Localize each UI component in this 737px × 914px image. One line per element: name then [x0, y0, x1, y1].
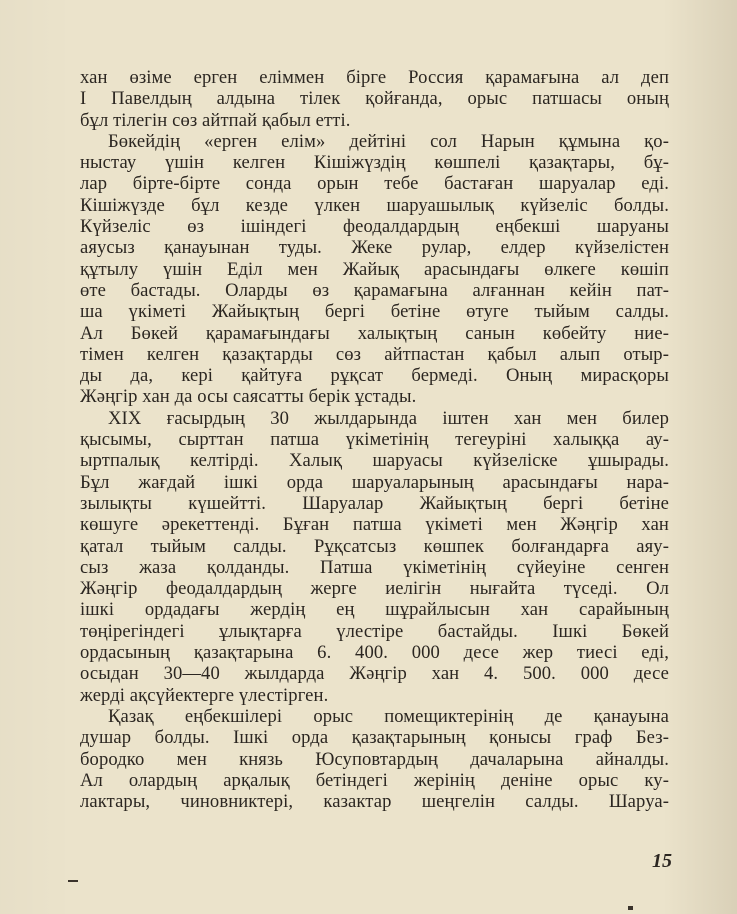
text-line: Бөкейдің «ерген елім» дейтіні сол Нарын құмына қо-	[108, 130, 669, 152]
text-line: Бұл жағдай ішкі орда шаруаларының арасындағы нара-	[80, 471, 669, 493]
text-line: бұл тілегін сөз айтпай қабыл етті.	[80, 109, 351, 131]
text-line: Ал Бөкей қарамағындағы халықтың санын көбейту ние-	[80, 322, 669, 344]
body-text	[80, 67, 669, 812]
text-line: зылықты күшейтті. Шаруалар Жайықтың бергі бетіне	[80, 492, 669, 514]
text-line: сыз жаза қолданды. Патша үкіметінің сүйеуіне сенген	[80, 556, 669, 578]
text-line: тімен келген қазақтарды сөз айтпастан қабыл алып отыр-	[80, 343, 669, 365]
text-line: қатал тыйым салды. Рұқсатсыз көшпек болғандарға аяу-	[80, 535, 669, 557]
text-line: ішкі ордадағы жердің ең шұрайлысын хан сарайының	[80, 599, 669, 621]
scan-mark	[628, 906, 633, 910]
text-line: жерді ақсүйектерге үлестірген.	[80, 684, 329, 706]
text-line: өте бастады. Оларды өз қарамағына алғаннан кейін пат-	[80, 279, 669, 301]
text-line: төңірегіндегі ұлықтарға үлестіре бастайды. Ішкі Бөкей	[80, 620, 669, 642]
text-line: ыртпалық келтірді. Халық шаруасы күйзеліске ұшырады.	[80, 450, 669, 472]
text-line: көшуге әрекеттенді. Бұған патша үкіметі мен Жәңгір хан	[80, 514, 669, 536]
text-line: ды да, кері қайтуға рұқсат бермеді. Оның мирасқоры	[80, 365, 669, 387]
text-line: құтылу үшін Еділ мен Жайық арасындағы өлкеге көшіп	[80, 258, 669, 280]
text-line: ордасының қазақтарына 6. 400. 000 десе жер тиесі еді,	[80, 642, 669, 664]
text-line: I Павелдың алдына тілек қойғанда, орыс патшасы оның	[80, 88, 669, 110]
text-line: аяусыз қанауынан туды. Жеке рулар, елдер күйзелістен	[80, 237, 669, 259]
text-line: лактары, чиновниктері, казактар шеңгелін салды. Шаруа-	[80, 791, 669, 813]
scan-mark	[68, 880, 78, 882]
text-line: ша үкіметі Жайықтың бергі бетіне өтуге тыйым салды.	[80, 301, 669, 323]
text-line: хан өзіме ерген еліммен бірге Россия қарамағына ал деп	[80, 67, 669, 88]
text-line: қысымы, сырттан патша үкіметінің тегеуріні халыққа ау-	[80, 429, 669, 451]
text-line: Жәңгір феодалдардың жерге иелігін нығайта түседі. Ол	[80, 578, 669, 600]
page-number: 15	[652, 850, 672, 872]
text-line: бородко мен князь Юсуповтардың дачаларына айналды.	[80, 748, 669, 770]
text-line: Күйзеліс өз ішіндегі феодалдардың еңбекші шаруаны	[80, 216, 669, 238]
text-line: Кішіжүзде бұл кезде үлкен шаруашылық күйзеліс болды.	[80, 194, 669, 216]
text-line: душар болды. Ішкі орда қазақтарының қонысы граф Без-	[80, 727, 669, 749]
text-line: Жәңгір хан да осы саясатты берік ұстады.	[80, 386, 417, 408]
text-line: лар бірте-бірте сонда орын тебе бастаған шаруалар еді.	[80, 173, 669, 195]
text-line: Ал олардың арқалық бетіндегі жерінің деніне орыс ку-	[80, 769, 669, 791]
text-line: осыдан 30—40 жылдарда Жәңгір хан 4. 500. 000 десе	[80, 663, 669, 685]
text-line: XIX ғасырдың 30 жылдарында іштен хан мен билер	[108, 407, 669, 429]
text-line: Қазақ еңбекшілері орыс помещиктерінің де қанауына	[108, 705, 669, 727]
text-line: ныстау үшін келген Кішіжүздің көшпелі қазақтары, бұ-	[80, 152, 669, 174]
